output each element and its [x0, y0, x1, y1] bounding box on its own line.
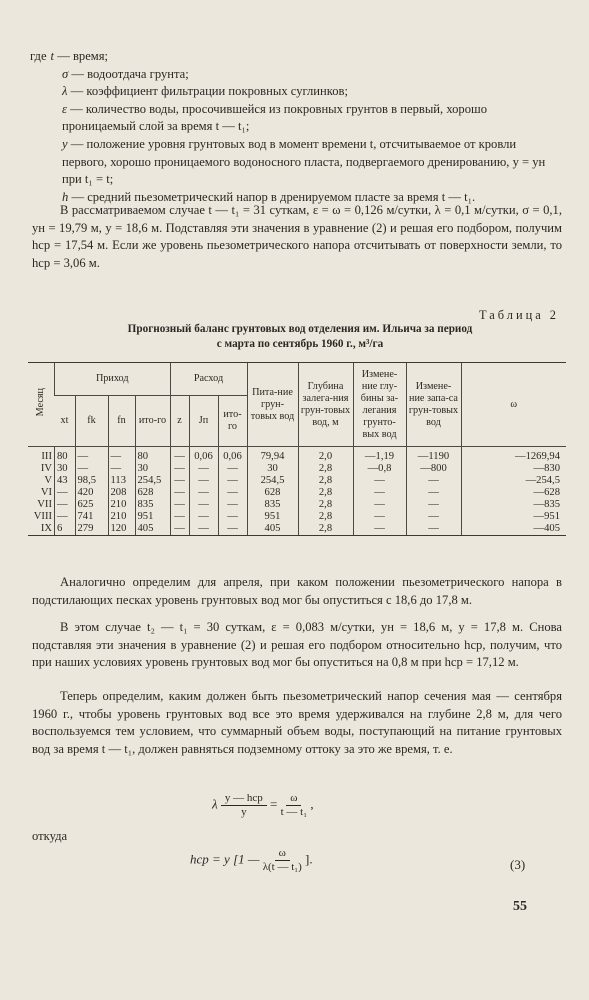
cell-stock-change: — — [406, 511, 461, 523]
cell-stock-change: —1190 — [406, 447, 461, 464]
header-income: Приход — [55, 363, 171, 396]
cell-total-outgo: — — [218, 511, 247, 523]
cell-fk: 279 — [75, 523, 108, 536]
table-row — [28, 475, 566, 487]
cell-fn: — — [108, 447, 135, 464]
def-symbol: ε — [62, 101, 67, 116]
paragraph-3: В этом случае t₂ — t₁ = 30 суткам, ε = 0,083 м/сутки, yн = 18,6 м, y = 17,8 м. Снова подставляя эти значения в уравнение (2) и решая его подбором относительно hср, получим, что при наших условиях уровень грунтовых вод мог бы опуститься на 0,8 м при hср = 17,12 м. — [32, 620, 562, 670]
cell-feed: 628 — [247, 487, 298, 499]
cell-fn: 210 — [108, 499, 135, 511]
cell-total-income: 405 — [135, 523, 170, 536]
def-symbol: σ — [62, 66, 69, 81]
table-row — [28, 447, 566, 464]
cell-fn: 120 — [108, 523, 135, 536]
cell-depth: 2,8 — [298, 475, 353, 487]
cell-total-income: 951 — [135, 511, 170, 523]
eq1-equals: = — [270, 796, 278, 812]
cell-depth: 2,8 — [298, 463, 353, 475]
cell-total-income: 835 — [135, 499, 170, 511]
header-feed: Пита-ние грун-товых вод — [247, 363, 298, 447]
cell-depth-change: —1,19 — [353, 447, 406, 464]
header-depth-change: Измене-ние глу-бины за-легания грунто-вых вод — [353, 363, 406, 447]
eq2-numerator: ω — [275, 847, 290, 861]
cell-depth: 2,8 — [298, 523, 353, 536]
table-body — [28, 447, 566, 536]
eq2-denominator: λ(t — t₁) — [262, 861, 302, 873]
table-row — [28, 499, 566, 511]
cell-jn: — — [189, 523, 218, 536]
cell-stock-change: — — [406, 487, 461, 499]
cell-feed: 79,94 — [247, 447, 298, 464]
cell-jn: — — [189, 463, 218, 475]
definition-lambda — [30, 83, 562, 101]
cell-fn: 210 — [108, 511, 135, 523]
cell-depth: 2,0 — [298, 447, 353, 464]
cell-omega: —254,5 — [461, 475, 566, 487]
cell-stock-change: —800 — [406, 463, 461, 475]
cell-omega: —835 — [461, 499, 566, 511]
cell-depth: 2,8 — [298, 511, 353, 523]
cell-xt: 6 — [55, 523, 76, 536]
def-symbol: y — [62, 136, 68, 151]
header-xt: xt — [55, 396, 76, 447]
definition-y — [30, 136, 562, 189]
header-omega: ω — [461, 363, 566, 447]
cell-z: — — [170, 487, 189, 499]
cell-feed: 951 — [247, 511, 298, 523]
eq1-numerator: y — hср — [221, 792, 267, 806]
header-total-outgo: ито-го — [218, 396, 247, 447]
eq1-comma: , — [310, 796, 314, 812]
def-text: — коэффициент фильтрации покровных суглинков; — [70, 84, 349, 99]
eq1-numerator-2: ω — [286, 792, 301, 806]
equation-2 — [190, 847, 313, 874]
cell-jn: 0,06 — [189, 447, 218, 464]
paragraph-1: В рассматриваемом случае t — t₁ = 31 суткам, ε = ω = 0,126 м/сутки, λ = 0,1 м/сутки, σ = 0,1, yн = 19,79 м, y = 18,6 м. Подставляя эти значения в уравнение (2) и решая его подбором, получим hср = 17,54 м. Если же уровень пьезометрического напора отсчитывать от поверхности земли, то hср = 3,06 м. — [32, 203, 562, 270]
definition-sigma — [30, 66, 562, 84]
table-row — [28, 511, 566, 523]
def-text: — положение уровня грунтовых вод в момент времени t, отсчитываемое от кровли первого, хорошо проницаемого водоносного пласта, подвергаемого дренированию, y = yн при t₁ = t; — [62, 136, 546, 187]
cell-depth: 2,8 — [298, 487, 353, 499]
cell-fk: 741 — [75, 511, 108, 523]
cell-omega: —405 — [461, 523, 566, 536]
cell-omega: —628 — [461, 487, 566, 499]
table-row — [28, 487, 566, 499]
paragraph-2: Аналогично определим для апреля, при каком положении пьезометрического напора в подстилающих песках уровень грунтовых вод мог бы опуститься с 18,6 до 17,8 м. — [32, 575, 562, 607]
eq1-fraction-left — [221, 792, 267, 819]
eq2-lhs: hср = y [1 — — [190, 851, 260, 867]
table-title — [40, 322, 560, 352]
cell-total-outgo: 0,06 — [218, 447, 247, 464]
def-text: — средний пьезометрический напор в дренируемом пласте за время t — t₁. — [71, 189, 476, 204]
cell-depth-change: — — [353, 487, 406, 499]
def-text: — количество воды, просочившейся из покровных грунтов в первый, хорошо проницаемый слой за время t — t₁; — [62, 101, 488, 134]
header-jn: Jп — [189, 396, 218, 447]
table-row — [28, 463, 566, 475]
cell-fn: 113 — [108, 475, 135, 487]
header-fk: fk — [75, 396, 108, 447]
cell-depth-change: — — [353, 499, 406, 511]
cell-stock-change: — — [406, 523, 461, 536]
def-text: — время; — [57, 49, 109, 63]
table-title-line-2: с марта по сентябрь 1960 г., м³/га — [216, 338, 384, 350]
header-stock-change: Измене-ние запа-са грун-товых вод — [406, 363, 461, 447]
cell-total-income: 80 — [135, 447, 170, 464]
cell-total-income: 254,5 — [135, 475, 170, 487]
cell-total-outgo: — — [218, 475, 247, 487]
cell-z: — — [170, 523, 189, 536]
balance-table — [28, 362, 566, 536]
cell-jn: — — [189, 475, 218, 487]
cell-depth-change: — — [353, 475, 406, 487]
def-symbol: λ — [62, 84, 68, 99]
cell-month: VIII — [33, 511, 52, 522]
cell-month: IV — [40, 463, 52, 474]
cell-z: — — [170, 499, 189, 511]
cell-fk: — — [75, 447, 108, 464]
cell-omega: —1269,94 — [461, 447, 566, 464]
cell-feed: 254,5 — [247, 475, 298, 487]
cell-month: III — [41, 451, 52, 462]
cell-feed: 405 — [247, 523, 298, 536]
header-depth: Глубина залега-ния грун-товых вод, м — [298, 363, 353, 447]
def-symbol: h — [62, 189, 69, 204]
cell-depth: 2,8 — [298, 499, 353, 511]
eq2-rhs: ]. — [305, 851, 313, 867]
header-fn: fn — [108, 396, 135, 447]
cell-xt: — — [55, 487, 76, 499]
paragraph-4: Теперь определим, каким должен быть пьезометрический напор сечения мая — сентября 1960 г., чтобы уровень грунтовых вод все это время удерживался на глубине 2,8 м, для чего воспользуемся тем условием, что суммарный объем воды, поступающий на питание грунтовых вод за время t — t₁, должен равняться подземному оттоку за это же время, т. е. — [32, 689, 562, 756]
cell-xt: 80 — [55, 447, 76, 464]
equation-number: (3) — [510, 857, 526, 872]
cell-jn: — — [189, 499, 218, 511]
table-row — [28, 523, 566, 536]
cell-stock-change: — — [406, 499, 461, 511]
cell-omega: —951 — [461, 511, 566, 523]
cell-total-outgo: — — [218, 499, 247, 511]
header-outgo: Расход — [170, 363, 247, 396]
page-number: 55 — [513, 899, 527, 914]
cell-depth-change: —0,8 — [353, 463, 406, 475]
cell-z: — — [170, 511, 189, 523]
cell-xt: 43 — [55, 475, 76, 487]
cell-fn: 208 — [108, 487, 135, 499]
cell-omega: —830 — [461, 463, 566, 475]
eq1-denominator: y — [241, 806, 247, 818]
eq2-fraction — [263, 847, 302, 874]
cell-xt: — — [55, 499, 76, 511]
cell-total-income: 30 — [135, 463, 170, 475]
cell-xt: — — [55, 511, 76, 523]
cell-z: — — [170, 447, 189, 464]
def-lead: где — [30, 49, 47, 63]
cell-fk: 420 — [75, 487, 108, 499]
eq1-fraction-right — [281, 792, 307, 819]
header-total-income: ито-го — [135, 396, 170, 447]
cell-total-income: 628 — [135, 487, 170, 499]
cell-total-outgo: — — [218, 523, 247, 536]
cell-month: IX — [28, 523, 55, 536]
cell-month: VII — [37, 499, 52, 510]
cell-total-outgo: — — [218, 487, 247, 499]
cell-jn: — — [189, 487, 218, 499]
cell-z: — — [170, 475, 189, 487]
cell-total-outgo: — — [218, 463, 247, 475]
table-label: Таблица 2 — [479, 308, 559, 322]
equation-1 — [212, 792, 314, 819]
cell-fk: — — [75, 463, 108, 475]
definition-epsilon — [30, 101, 562, 136]
cell-depth-change: — — [353, 523, 406, 536]
cell-feed: 835 — [247, 499, 298, 511]
cell-xt: 30 — [55, 463, 76, 475]
header-month: Месяц — [28, 363, 55, 447]
cell-z: — — [170, 463, 189, 475]
cell-jn: — — [189, 511, 218, 523]
definition-t — [30, 48, 562, 66]
eq1-denominator-2: t — t₁ — [280, 806, 308, 818]
def-symbol: t — [50, 49, 55, 63]
otkuda-word: откуда — [32, 829, 68, 843]
cell-depth-change: — — [353, 511, 406, 523]
table-title-line-1: Прогнозный баланс грунтовых вод отделения им. Ильича за период — [127, 323, 473, 335]
definitions-list — [30, 48, 562, 206]
cell-month: VI — [40, 487, 52, 498]
eq1-lambda: λ — [212, 796, 218, 812]
def-text: — водоотдача грунта; — [71, 66, 189, 81]
cell-month: V — [44, 475, 52, 486]
cell-feed: 30 — [247, 463, 298, 475]
cell-fn: — — [108, 463, 135, 475]
header-z: z — [170, 396, 189, 447]
cell-fk: 98,5 — [75, 475, 108, 487]
cell-fk: 625 — [75, 499, 108, 511]
cell-stock-change: — — [406, 475, 461, 487]
